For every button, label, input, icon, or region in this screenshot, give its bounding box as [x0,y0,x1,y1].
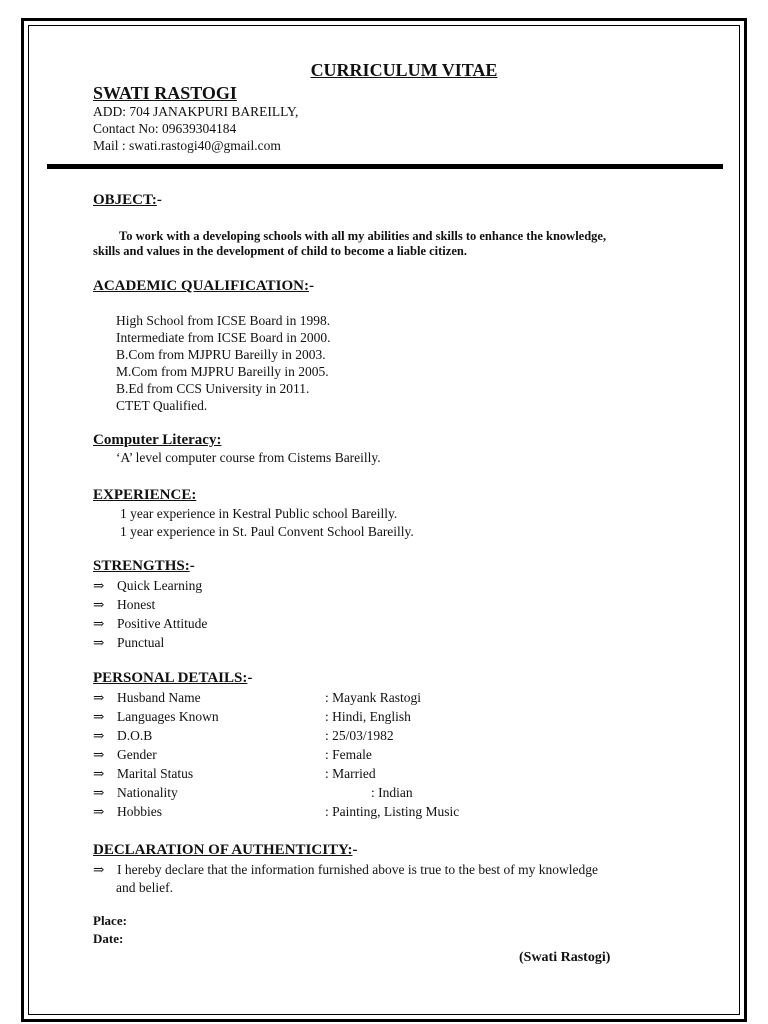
strength-item [93,597,155,613]
arrow-icon: ⇒ [93,709,105,724]
email: Mail : swati.rastogi40@gmail.com [93,138,281,153]
arrow-icon: ⇒ [93,785,105,800]
personal-label: Gender [117,747,157,762]
arrow-icon: ⇒ [93,690,105,705]
contact-number: Contact No: 09639304184 [93,121,237,136]
declaration-line-2: and belief. [116,880,173,895]
date-label: Date: [93,931,124,946]
personal-row [93,728,693,744]
arrow-icon: ⇒ [93,728,105,743]
computer-heading [93,432,221,449]
arrow-icon: ⇒ [93,597,105,612]
academic-item: High School from ICSE Board in 1998. [116,313,331,328]
personal-value: : Female [325,747,372,762]
personal-value: : Indian [371,785,413,800]
arrow-icon: ⇒ [93,616,105,631]
personal-label: D.O.B [117,728,153,743]
strength-label: Quick Learning [117,578,203,593]
arrow-icon: ⇒ [93,578,105,593]
declaration-heading [93,842,358,859]
strength-label: Punctual [117,635,165,650]
header-divider [47,164,723,169]
place-label: Place: [93,913,127,928]
strengths-heading [93,558,195,575]
experience-heading-text: EXPERIENCE: [93,487,197,503]
candidate-name: SWATI RASTOGI [93,83,237,103]
document-title: CURRICULUM VITAE [310,60,498,80]
strengths-heading-text: STRENGTHS: [93,558,190,574]
arrow-icon: ⇒ [93,766,105,781]
personal-heading [93,670,252,687]
objective-heading [93,192,162,209]
strength-item [93,635,164,651]
experience-heading [93,487,196,504]
arrow-icon: ⇒ [93,747,105,762]
strength-label: Positive Attitude [117,616,208,631]
personal-label: Marital Status [117,766,194,781]
personal-value: : Mayank Rastogi [325,690,421,705]
strength-item [93,578,202,594]
arrow-icon: ⇒ [93,804,105,819]
objective-heading-text: OBJECT: [93,192,157,208]
signature-name: (Swati Rastogi) [519,950,611,965]
academic-heading-suffix: - [308,278,314,294]
personal-row [93,709,693,725]
personal-row [93,785,693,801]
declaration-line-1 [93,862,598,878]
academic-item: CTET Qualified. [116,398,208,413]
computer-item: ‘A’ level computer course from Cistems Bareilly. [116,450,381,465]
personal-label: Hobbies [117,804,162,819]
objective-line-1: To work with a developing schools with all my abilities and skills to enhance the knowledge, [119,229,607,243]
personal-label: Husband Name [117,690,201,705]
personal-label: Nationality [117,785,178,800]
personal-row [93,747,693,763]
computer-heading-text: Computer Literacy: [93,432,222,448]
personal-value: : 25/03/1982 [325,728,394,743]
academic-item: B.Com from MJPRU Bareilly in 2003. [116,347,326,362]
strengths-heading-suffix: - [189,558,195,574]
personal-label: Languages Known [117,709,219,724]
address: ADD: 704 JANAKPURI BAREILLY, [93,104,299,119]
experience-item: 1 year experience in Kestral Public school Bareilly. [120,506,398,521]
personal-row [93,766,693,782]
declaration-text: I hereby declare that the information furnished above is true to the best of my knowledge [117,862,598,877]
academic-item: Intermediate from ICSE Board in 2000. [116,330,331,345]
declaration-heading-text: DECLARATION OF AUTHENTICITY: [93,842,353,858]
personal-row [93,690,693,706]
objective-heading-suffix: - [156,192,162,208]
strength-item [93,616,207,632]
arrow-icon: ⇒ [93,635,105,650]
academic-heading-text: ACADEMIC QUALIFICATION: [93,278,309,294]
personal-heading-suffix: - [247,670,253,686]
arrow-icon: ⇒ [93,862,105,877]
declaration-heading-suffix: - [352,842,358,858]
experience-item: 1 year experience in St. Paul Convent School Bareilly. [120,524,414,539]
objective-line-2: skills and values in the development of child to become a liable citizen. [93,244,467,258]
personal-value: : Hindi, English [325,709,411,724]
academic-heading [93,278,314,295]
personal-value: : Painting, Listing Music [325,804,460,819]
strength-label: Honest [117,597,156,612]
personal-heading-text: PERSONAL DETAILS: [93,670,248,686]
personal-row [93,804,693,820]
academic-item: M.Com from MJPRU Bareilly in 2005. [116,364,329,379]
personal-value: : Married [325,766,376,781]
academic-item: B.Ed from CCS University in 2011. [116,381,310,396]
